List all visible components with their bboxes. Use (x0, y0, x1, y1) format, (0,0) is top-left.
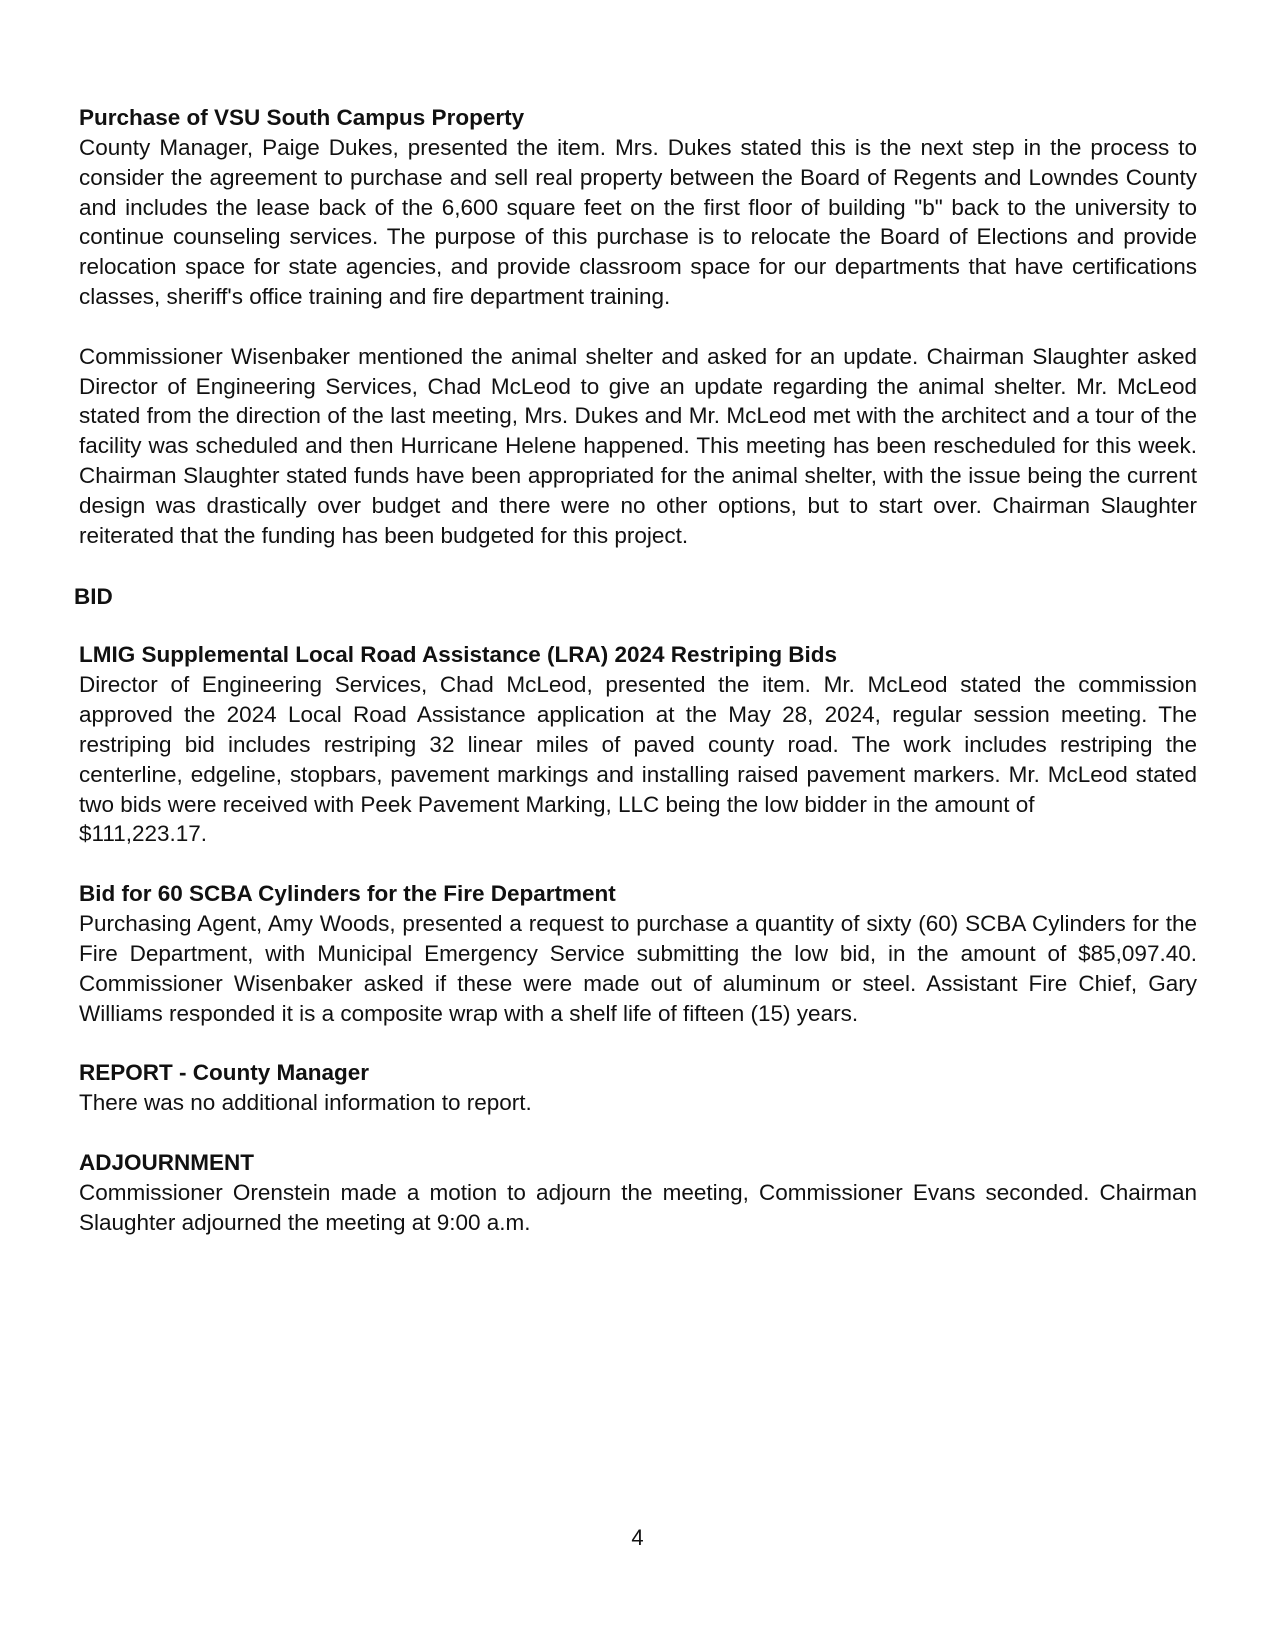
lmig-paragraph: Director of Engineering Services, Chad McLeod, presented the item. Mr. McLeod stated the commission approved the 2024 Local Road Assistance application at the May 28, 2024, regular session meeting. The restriping bid includes restriping 32 linear miles of paved county road. The work includes restriping the centerline, edgeline, stopbars, pavement markings and installing raised pavement markers. Mr. McLeod stated two bids were received with Peek Pavement Marking, LLC being the low bidder in the amount of (79, 672, 1197, 817)
lmig-amount: $111,223.17. (79, 821, 208, 847)
page-number: 4 (631, 1525, 644, 1550)
spacer (79, 849, 1197, 879)
spacer (79, 612, 1197, 640)
scba-heading: Bid for 60 SCBA Cylinders for the Fire Department (79, 881, 616, 907)
adjournment-paragraph: Commissioner Orenstein made a motion to adjourn the meeting, Commissioner Evans seconded. Chairman Slaughter adjourned the meeting at 9:00 a.m. (79, 1180, 1197, 1235)
report-heading: REPORT - County Manager (79, 1060, 370, 1086)
lmig-heading: LMIG Supplemental Local Road Assistance (LRA) 2024 Restriping Bids (79, 642, 838, 668)
spacer (79, 1118, 1197, 1148)
spacer (79, 312, 1197, 342)
bid-heading: BID (74, 584, 113, 610)
vsu-heading: Purchase of VSU South Campus Property (79, 105, 525, 130)
vsu-paragraph: County Manager, Paige Dukes, presented the item. Mrs. Dukes stated this is the next step in the process to consider the agreement to purchase and sell real property between the Board of Regents and Lowndes County and includes the lease back of the 6,600 square feet on the first floor of building "b" back to the university to continue counseling services. The purpose of this purchase is to relocate the Board of Elections and provide relocation space for state agencies, and provide classroom space for our departments that have certifications classes, sheriff's office training and fire department training. (79, 135, 1197, 309)
report-paragraph: There was no additional information to report. (79, 1090, 532, 1116)
document-body (74, 103, 1197, 1238)
spacer (79, 1028, 1197, 1058)
animal-shelter-paragraph: Commissioner Wisenbaker mentioned the animal shelter and asked for an update. Chairman Slaughter asked Director of Engineering Services, Chad McLeod to give an update regarding the animal shelter. Mr. McLeod stated from the direction of the last meeting, Mrs. Dukes and Mr. McLeod met with the architect and a tour of the facility was scheduled and then Hurricane Helene happened. This meeting has been rescheduled for this week. Chairman Slaughter stated funds have been appropriated for the animal shelter, with the issue being the current design was drastically over budget and there were no other options, but to start over. Chairman Slaughter reiterated that the funding has been budgeted for this project. (79, 343, 1197, 548)
adjournment-heading: ADJOURNMENT (79, 1150, 255, 1176)
scba-paragraph: Purchasing Agent, Amy Woods, presented a request to purchase a quantity of sixty (60) SCBA Cylinders for the Fire Department, with Municipal Emergency Service submitting the low bid, in the amount of $85,097.40. Commissioner Wisenbaker asked if these were made out of aluminum or steel. Assistant Fire Chief, Gary Williams responded it is a composite wrap with a shelf life of fifteen (15) years. (79, 911, 1197, 1026)
spacer (79, 550, 1197, 582)
